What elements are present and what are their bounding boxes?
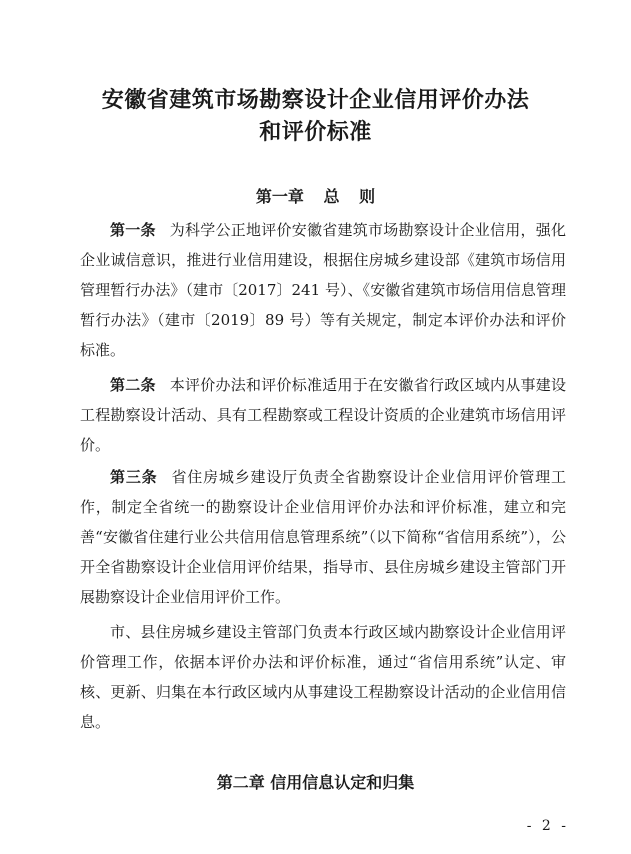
paragraph-text: 市、县住房城乡建设主管部门负责本行政区域内勘察设计企业信用评价管理工作，依据本评价办法和评价标准，通过“省信用系统”认定、审核、更新、归集在本行政区域内从事建设工程勘察设计活动的企业信用信息。 — [80, 623, 566, 732]
body-paragraph — [80, 617, 566, 737]
article-number: 第一条 — [110, 221, 156, 239]
article-paragraph — [80, 215, 566, 365]
document-title-line2: 和评价标准 — [259, 120, 372, 145]
article-paragraph — [80, 370, 566, 460]
article-number: 第三条 — [110, 468, 158, 486]
document-title-line1: 安徽省建筑市场勘察设计企业信用评价办法 — [101, 88, 530, 113]
article-text: 省住房城乡建设厅负责全省勘察设计企业信用评价管理工作，制定全省统一的勘察设计企业信用评价办法和评价标准，建立和完善“安徽省住建行业公共信用信息管理系统”（以下简称“省信用系统”），公开全省勘察设计企业信用评价结果，指导市、县住房城乡建设主管部门开展勘察设计企业信用评价工作。 — [80, 468, 566, 607]
page-number: - 2 - — [526, 818, 569, 834]
article-paragraph — [80, 462, 566, 612]
article-number: 第二条 — [110, 376, 156, 394]
article-text: 为科学公正地评价安徽省建筑市场勘察设计企业信用，强化企业诚信意识，推进行业信用建设，根据住房城乡建设部《建筑市场信用管理暂行办法》（建市〔2017〕241 号）、《安徽省建筑市场信用信息管理暂行办法》（建市〔2019〕89 号）等有关规定，制定本评价办法和评价标准。 — [80, 221, 566, 360]
chapter-heading: 第一章 总 则 — [255, 187, 376, 206]
article-text: 本评价办法和评价标准适用于在安徽省行政区域内从事建设工程勘察设计活动、具有工程勘察或工程设计资质的企业建筑市场信用评价。 — [80, 376, 566, 455]
chapter-heading: 第二章 信用信息认定和归集 — [216, 773, 415, 792]
